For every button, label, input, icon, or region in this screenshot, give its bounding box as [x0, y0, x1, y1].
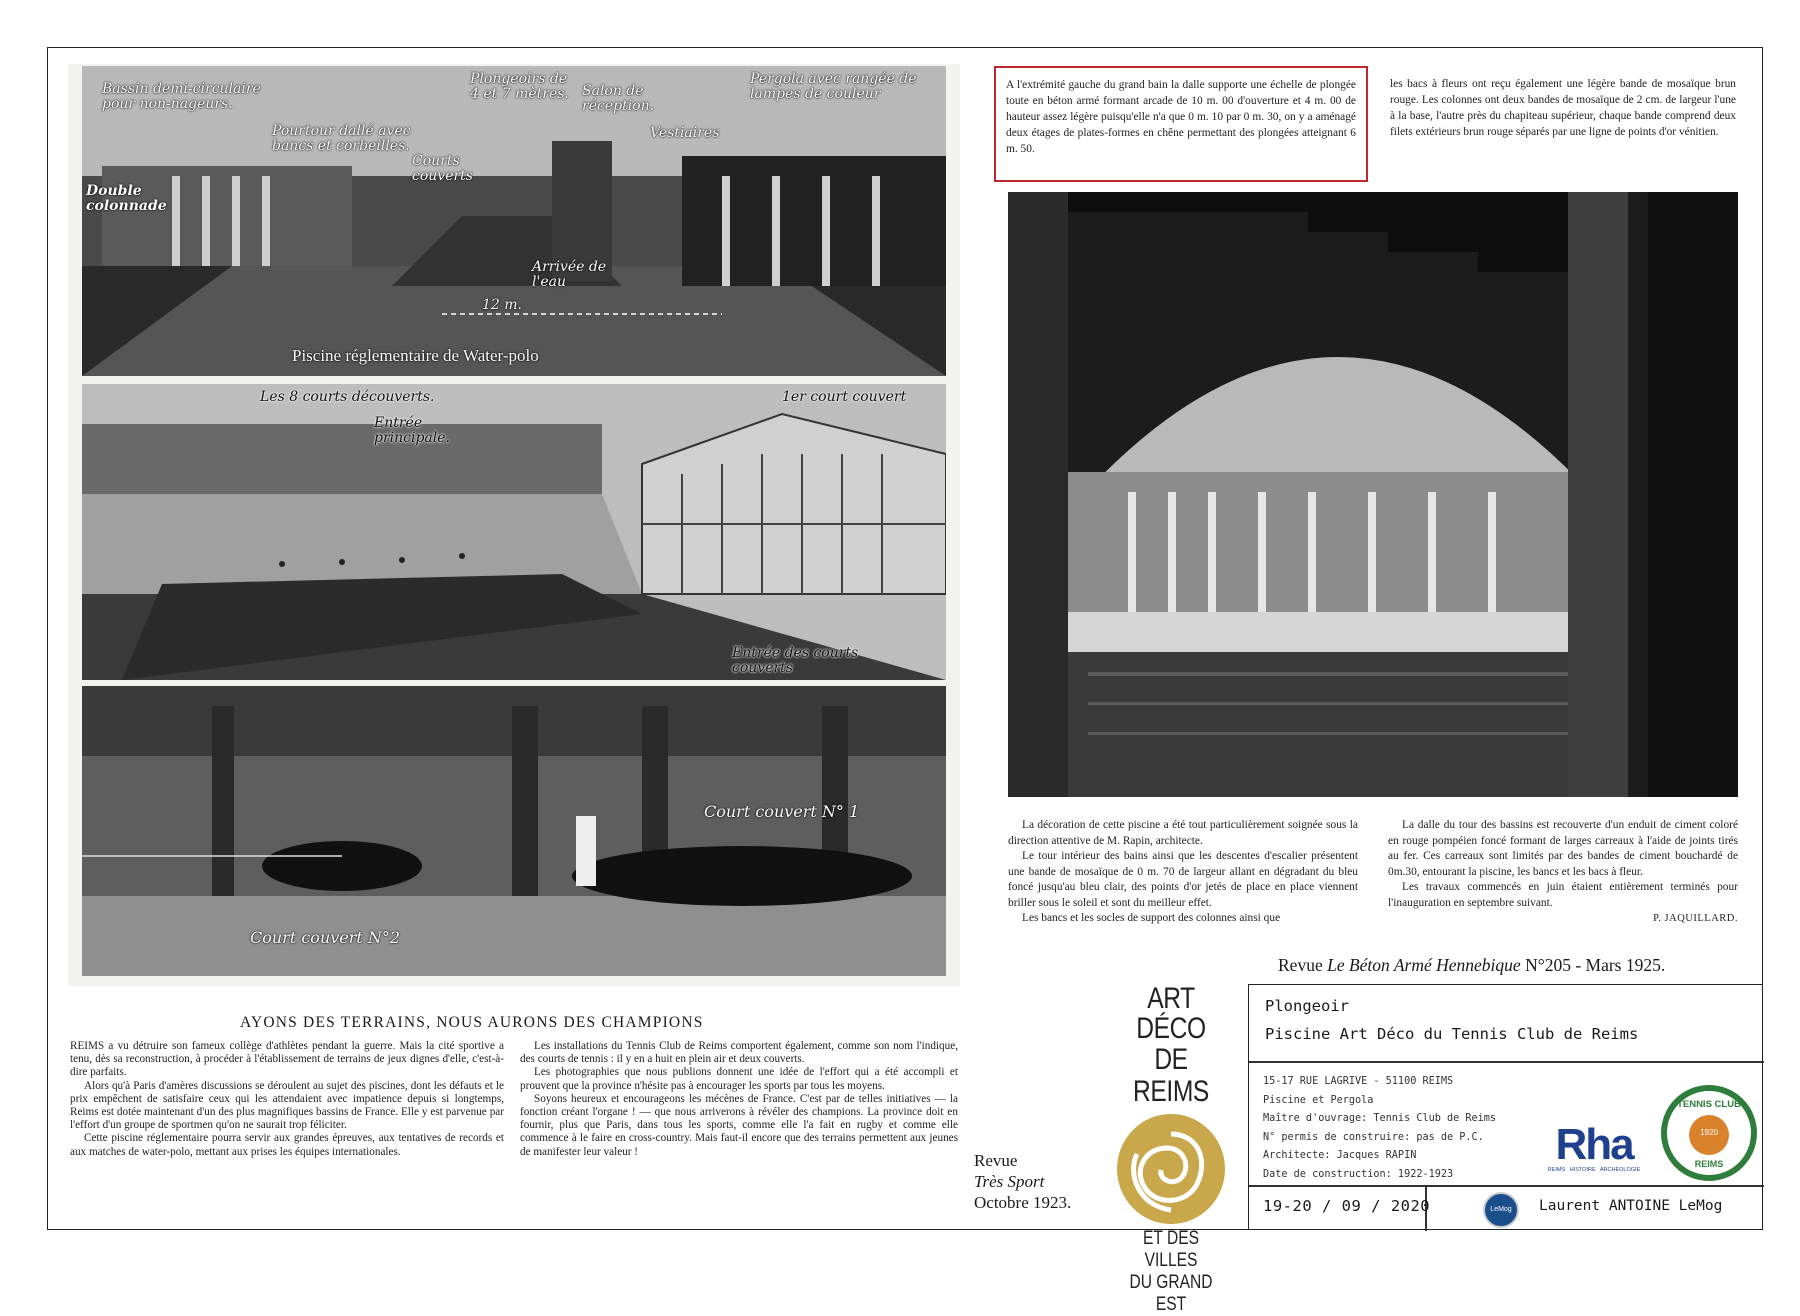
logo-bottom-line-2: DU GRAND EST	[1129, 1272, 1213, 1315]
source-beton-arme	[1278, 955, 1665, 976]
courts-photo-drawing	[82, 384, 946, 680]
col1-paragraph: REIMS a vu détruire son fameux collège d'athlètes pendant la guerre. Mais la cité sportive a tenu, dès sa reconstruction, à procéder à l'établissement de terrains de jeux dignes d'elle, c'est-à-dire parfaits.	[70, 1040, 504, 1079]
label-vestiaires: Vestiaires	[650, 125, 720, 141]
photo-indoor-courts	[82, 686, 946, 976]
col2-paragraph: Les installations du Tennis Club de Reims comportent également, comme son nom l'indique, des courts de tennis : il y en a huit en plein air et deux couverts.	[520, 1040, 958, 1066]
tennis-logo-year: 1920	[1700, 1128, 1718, 1137]
logo-top-line-1: ART DÉCO	[1136, 982, 1206, 1045]
info-architect: Architecte: Jacques RAPIN	[1263, 1150, 1417, 1162]
bottom-left-text	[1008, 818, 1358, 927]
boxed-note-text: A l'extrémité gauche du grand bain la dalle supporte une échelle de plongée toute en béton armé formant arcade de 10 m. 00 d'ouverture et 4 m. 00 de hauteur assez légère puisqu'elle n'a que 0 m. 10 par 0 m. 30, on y a aménagé deux étages de plates-formes en chêne permettant des plongées atteignant 6 m. 50.	[1006, 79, 1356, 155]
label-pourtour: Pourtour dallé avec bancs et corbeilles.	[272, 123, 411, 154]
tennis-ball-icon	[1689, 1115, 1729, 1155]
label-courts-couverts: Courts couverts	[412, 153, 473, 184]
info-date: Date de construction: 1922-1923	[1263, 1168, 1454, 1180]
label-pergola: Pergola avec rangée de lampes de couleur	[750, 71, 917, 102]
info-address: 15-17 RUE LAGRIVE - 51100 REIMS	[1263, 1076, 1454, 1087]
info-permit: N° permis de construire: pas de P.C.	[1263, 1131, 1484, 1143]
article-column-1	[70, 1040, 504, 1159]
label-salon: Salon de réception.	[582, 83, 655, 114]
rha-logo	[1533, 1120, 1655, 1173]
source-line-1: Revue	[974, 1151, 1018, 1170]
logo-top-line-2: DE REIMS	[1133, 1043, 1209, 1108]
info-program: Piscine et Pergola	[1263, 1094, 1374, 1106]
source-line-2: Très Sport	[974, 1172, 1045, 1191]
lemog-badge	[1483, 1192, 1519, 1228]
source-prefix: Revue	[1278, 955, 1328, 975]
label-entree-principale: Entrée principale.	[374, 415, 450, 446]
label-1er-court: 1er court couvert	[782, 389, 907, 405]
rha-logo-subtitle: REIMS HISTOIRE ARCHÉOLOGIE	[1547, 1167, 1641, 1173]
col1-paragraph: Alors qu'à Paris d'amères discussions se déroulent au sujet des piscines, dont les défauts et le prix empêchent de satisfaire ceux qui les attendaient avec impatience depuis si longtemps, Reims est dotée maintenant d'un des plus magnifiques bassins de France. Elle y est parvenue par l'effort d'un groupe de sportmen qu'on ne saurait trop féliciter.	[70, 1079, 504, 1132]
title-block	[1248, 984, 1763, 1230]
label-12m: 12 m.	[482, 297, 522, 313]
indoor-photo-drawing	[82, 686, 946, 976]
label-bassin: Bassin demi-circulaire pour non-nageurs.	[102, 81, 261, 112]
photo-plongeoir-arch	[1008, 192, 1738, 797]
br-paragraph: La dalle du tour des bassins est recouverte d'un enduit de ciment coloré en rouge pompéien foncé formant de larges carreaux à l'aide de joints tirés au fer. Ces carreaux sont limités par des bandes de ciment bouchardé de 0m.30, entourant la piscine, les bancs et les bacs à fleur.	[1388, 819, 1738, 878]
date-field: 19-20 / 09 / 2020	[1263, 1197, 1431, 1215]
author-name: Laurent ANTOINE LeMog	[1539, 1198, 1723, 1214]
tb-divider-2	[1249, 1185, 1764, 1187]
tb-divider-1	[1249, 1061, 1764, 1063]
info-owner: Maître d'ouvrage: Tennis Club de Reims	[1263, 1113, 1497, 1125]
logo-art-deco-reims	[1112, 982, 1230, 1315]
lemog-badge-text: LeMog	[1490, 1206, 1512, 1213]
tennis-club-logo	[1661, 1085, 1757, 1181]
top-right-text: les bacs à fleurs ont reçu également une légère bande de mosaïque brun rouge. Les colonnes ont deux bandes de mosaïque de 2 cm. de largeur l'une à la base, l'autre près du chapiteau supérieur, chaque bande comprend deux filets extérieurs brun rouge séparés par une ligne de points d'or vénitien.	[1390, 78, 1736, 138]
article-column-2	[520, 1040, 958, 1159]
tennis-logo-top: TENNIS CLUB	[1677, 1099, 1741, 1110]
label-court-couvert-1: Court couvert N° 1	[704, 802, 860, 821]
source-line-3: Octobre 1923.	[974, 1193, 1072, 1212]
pool-photo-drawing	[82, 66, 946, 376]
article-title: AYONS DES TERRAINS, NOUS AURONS DES CHAMPIONS	[240, 1014, 704, 1031]
source-suffix: N°205 - Mars 1925.	[1520, 955, 1666, 975]
label-plongeoirs: Plongeoirs de 4 et 7 mètres.	[470, 71, 569, 102]
title-line-2: Piscine Art Déco du Tennis Club de Reims	[1265, 1025, 1639, 1043]
signature: P. JAQUILLARD.	[1653, 913, 1738, 924]
bottom-right-text	[1388, 818, 1738, 927]
label-court-couvert-2: Court couvert N°2	[250, 928, 401, 947]
label-arrivee-eau: Arrivée de l'eau	[532, 259, 607, 290]
caption-water-polo: Piscine réglementaire de Water-polo	[292, 346, 539, 365]
photo-tennis-courts	[82, 384, 946, 680]
col2-paragraph: Soyons heureux et encourageons les mécènes de France. C'est par de telles initiatives — la fonction créant l'organe ! — que nous arriverons à révéler des champions. La province doit en fournir, plus que Paris, dans tous les sports, comme elle l'a fait en rugby et comme elle commence à le faire en cross-country. Mais faut-il encore que des terrains permettent aux jeunes de manifester leur valeur !	[520, 1092, 958, 1158]
label-double-colonnade: Double colonnade	[86, 183, 167, 214]
source-tres-sport	[974, 1150, 1071, 1213]
bl-paragraph: Les bancs et les socles de support des colonnes ainsi que	[1022, 912, 1281, 924]
rose-icon	[1117, 1114, 1225, 1224]
label-entree-courts: Entrée des courts couverts	[732, 645, 859, 676]
arch-photo-drawing	[1008, 192, 1738, 797]
bl-paragraph: Le tour intérieur des bains ainsi que les descentes d'escalier présentent une bande de mosaïque de 0 m. 70 de largeur allant en dégradant du bleu foncé jusqu'au bleu clair, des points d'or jetés de place en place viennent briller sous le soleil et sont du meilleur effet.	[1008, 850, 1358, 909]
col1-paragraph: Cette piscine réglementaire pourra servir aux grandes épreuves, aux tentatives de records et aux matches de water-polo, mettant aux prises les équipes internationales.	[70, 1132, 504, 1158]
photo-water-polo-pool	[82, 66, 946, 376]
rha-logo-text: Rha	[1555, 1120, 1633, 1169]
logo-bottom-line-1: ET DES VILLES	[1143, 1228, 1199, 1271]
source-title: Le Béton Armé Hennebique	[1327, 955, 1521, 975]
info-block	[1263, 1073, 1496, 1185]
col2-paragraph: Les photographies que nous publions donnent une idée de l'effort qui a été accompli et prouvent que la province n'hésite pas à encourager les sports par tous les moyens.	[520, 1066, 958, 1092]
label-8-courts: Les 8 courts découverts.	[260, 389, 435, 405]
title-line-1: Plongeoir	[1265, 997, 1349, 1015]
boxed-note	[994, 66, 1368, 182]
bl-paragraph: La décoration de cette piscine a été tout particulièrement soignée sous la direction attentive de M. Rapin, architecte.	[1008, 819, 1358, 847]
tennis-logo-bottom: REIMS	[1694, 1159, 1724, 1169]
br-paragraph: Les travaux commencés en juin étaient entièrement terminés pour l'inauguration en septembre suivant.	[1388, 881, 1738, 909]
